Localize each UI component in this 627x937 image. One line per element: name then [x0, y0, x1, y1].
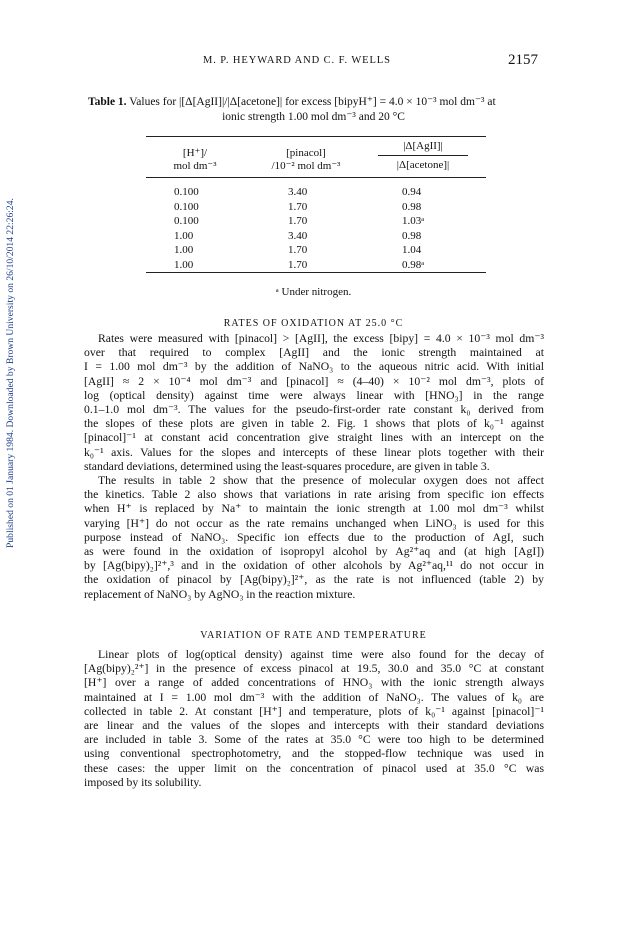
table-caption-line2: ionic strength 1.00 mol dm⁻³ and 20 °C [222, 111, 405, 123]
col1-line2: mol dm⁻³ [173, 160, 217, 172]
text-line: Rates were measured with [pinacol] > [AgII], the excess [bipy] = 4.0 × 10⁻³ mol dm⁻³ [98, 332, 544, 345]
table-top-rule [146, 136, 486, 137]
table-cell-p: 3.40 [288, 229, 308, 242]
column-header-ratio [378, 140, 468, 172]
table-cell-r: 0.98 [402, 200, 422, 213]
col2-line1: [pinacol] [286, 147, 326, 159]
text-line: maintained at I = 1.00 mol dm⁻³ with the addition of NaNO₃. The values of k₀ are [84, 690, 544, 704]
section2-body [84, 648, 544, 790]
table-cell-h: 1.00 [174, 244, 194, 256]
table-cell-h: 0.100 [174, 200, 199, 213]
text-line: [H⁺] over a range of added concentrations of HNO₃ with the ionic strength always [84, 676, 544, 690]
text-line: standard deviations, determined using the least-squares procedure, are given in table 3. [84, 459, 490, 473]
text-line: [Ag(bipy)₂²⁺] in the presence of excess pinacol at 19.5, 30.0 and 35.0 °C at constant [84, 662, 544, 676]
col2-line2: /10⁻² mol dm⁻³ [271, 160, 341, 172]
table-cell-r: 0.98 [402, 229, 422, 242]
table-cell-r: 0.94 [402, 186, 422, 198]
table-footnote: ᵃ Under nitrogen. [275, 286, 352, 298]
table-cell-r: 1.04 [402, 244, 422, 256]
section-heading-temperature: VARIATION OF RATE AND TEMPERATURE [200, 630, 427, 641]
text-line: collected in table 2. At constant [H⁺] and temperature, plots of k₀⁻¹ against [pinacol]⁻¹ [84, 704, 544, 718]
table-caption-line1: Values for |[Δ[AgII]|/|Δ[acetone]| for excess [bipyH⁺] = 4.0 × 10⁻³ mol dm⁻³ at [129, 96, 496, 108]
col1-line1: [H⁺]/ [182, 147, 208, 159]
table-cell-r: 1.03ᵃ [402, 215, 425, 227]
table-header-rule [146, 177, 486, 178]
text-line: as were found in the oxidation of isopropyl alcohol by Ag²⁺aq and (at high [AgI]) [84, 545, 544, 559]
section1-para1 [84, 332, 544, 474]
table-cell-h: 1.00 [174, 258, 194, 271]
table-cell-p: 1.70 [288, 258, 308, 271]
table-cell-p: 1.70 [288, 200, 308, 213]
table-cell-p: 1.70 [288, 244, 308, 256]
text-line: the slopes of these plots are given in table 2. Fig. 1 shows that plots of k₀⁻¹ against [84, 417, 544, 431]
text-line: are included in table 3. Some of the rates at 35.0 °C were too high to be determined [84, 733, 544, 747]
text-line: varying [H⁺] do not occur as the rate remains unchanged when LiNO₃ is used for this [84, 516, 544, 530]
download-watermark: Published on 01 January 1984. Downloaded by Brown University on 26/10/2014 22:26:24. [5, 198, 16, 548]
text-line: the kinetics. Table 2 also shows that variations in rate arising from specific ion effects [84, 488, 544, 502]
table-cell-h: 0.100 [174, 186, 199, 198]
text-line: imposed by its solubility. [84, 775, 202, 789]
text-line: [pinacol]⁻¹ at constant acid concentration give straight lines with an intercept on the [84, 431, 544, 445]
text-line: using conventional spectrophotometry, and the stopped-flow technique was used in [84, 747, 544, 761]
section1-body [84, 332, 544, 602]
table-cell-p: 3.40 [288, 186, 308, 198]
table-caption [88, 96, 548, 110]
text-line: over that required to complex [AgII] and the ionic strength maintained at [84, 346, 544, 360]
text-line: the oxidation of pinacol by [Ag(bipy)₂]²⁺, as the rate is not influenced (table 2) by [84, 573, 544, 587]
table-bottom-rule [146, 272, 486, 273]
section-heading-rates: RATES OF OXIDATION AT 25.0 °C [223, 318, 404, 329]
text-line: replacement of NaNO₃ by AgNO₃ in the reaction mixture. [84, 587, 356, 601]
column-header-h [150, 147, 240, 173]
table-cell-r: 0.98ᵃ [402, 258, 425, 271]
text-line: [AgII] ≈ 2 × 10⁻⁴ mol dm⁻³ and [pinacol] ≈ (4–40) × 10⁻² mol dm⁻³, plots of [84, 374, 544, 388]
text-line: when H⁺ is replaced by Na⁺ to maintain the ionic strength at 1.00 mol dm⁻³ whilst [84, 502, 544, 516]
text-line: The results in table 2 show that the presence of molecular oxygen does not affect [98, 474, 544, 488]
text-line: by [Ag(bipy)₂]²⁺,³ and in the oxidation of other alcohols by Ag²⁺aq,¹¹ do not occur in [84, 559, 544, 573]
text-line: purpose instead of NaNO₃. Specific ion effects due to the production of AgI, such [84, 530, 544, 544]
text-line: are linear and the values of the slopes and intercepts with their standard deviations [84, 719, 544, 733]
section1-para2 [84, 474, 544, 602]
text-line: 0.1–1.0 mol dm⁻³. The values for the pseudo-first-order rate constant k₀ derived from [84, 403, 544, 417]
table-cell-p: 1.70 [288, 215, 308, 227]
section2-para1 [84, 648, 544, 790]
text-line: log (optical density) against time were always linear with [HNO₃] in the range [84, 388, 544, 402]
column-header-pinacol [256, 147, 356, 173]
running-header: M. P. HEYWARD AND C. F. WELLS [203, 55, 391, 66]
col3-line1: |Δ[AgII]| [378, 140, 468, 156]
text-line: these cases: the upper limit on the concentration of pinacol used at 35.0 °C was [84, 761, 544, 775]
table-label: Table 1. [88, 96, 127, 108]
col3-line2: |Δ[acetone]| [396, 159, 450, 171]
text-line: Linear plots of log(optical density) against time were also found for the decay of [98, 648, 544, 661]
table-cell-h: 0.100 [174, 215, 199, 227]
text-line: k₀⁻¹ axis. Values for the slopes and intercepts of these linear plots together with their [84, 445, 544, 459]
page-number: 2157 [508, 52, 538, 68]
table-cell-h: 1.00 [174, 229, 194, 242]
text-line: I = 1.00 mol dm⁻³ by the addition of NaNO₃ to the aqueous nitric acid. With initial [84, 360, 544, 374]
